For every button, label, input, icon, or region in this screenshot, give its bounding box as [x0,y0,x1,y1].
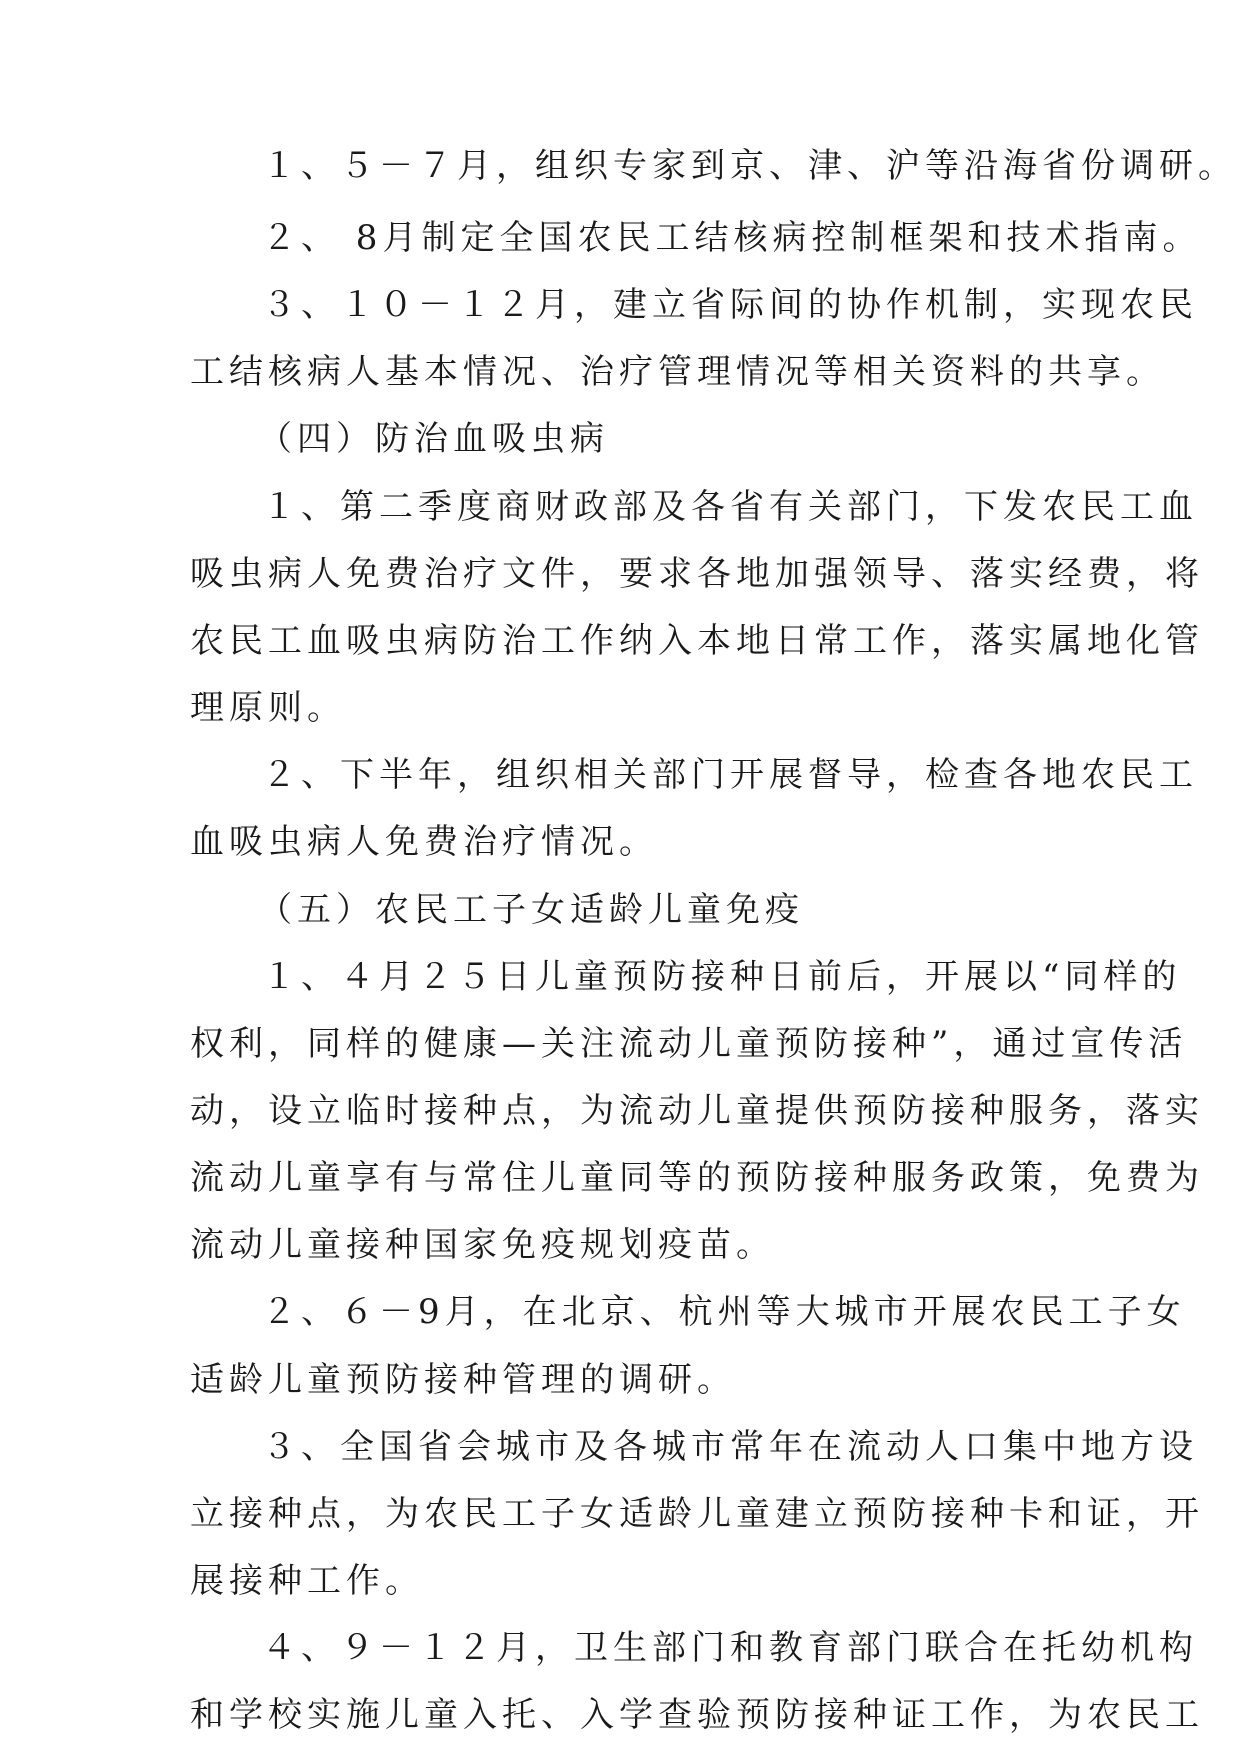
text-line: 血吸虫病人免费治疗情况。 [190,822,658,862]
text-line: 理原则。 [190,688,346,728]
text-line: １、４月２５日儿童预防接种日前后，开展以“同样的 [262,957,1182,997]
text-line: 适龄儿童预防接种管理的调研。 [190,1360,736,1400]
text-line: （四）防治血吸虫病 [258,419,609,459]
text-line: 流动儿童享有与常住儿童同等的预防接种服务政策，免费为 [190,1158,1204,1198]
text-line: 立接种点，为农民工子女适龄儿童建立预防接种卡和证，开 [190,1494,1204,1534]
text-line: 动，设立临时接种点，为流动儿童提供预防接种服务，落实 [190,1091,1204,1131]
text-line: ２、 8月制定全国农民工结核病控制框架和技术指南。 [262,218,1202,258]
text-line: 流动儿童接种国家免疫规划疫苗。 [190,1225,775,1265]
text-line: 农民工血吸虫病防治工作纳入本地日常工作，落实属地化管 [190,621,1204,661]
text-line: １、第二季度商财政部及各省有关部门，下发农民工血 [262,487,1198,527]
text-line: ２、６－9月，在北京、杭州等大城市开展农民工子女 [262,1292,1186,1332]
text-line: 权利，同样的健康—关注流动儿童预防接种”，通过宣传活 [190,1024,1188,1064]
text-line: １、５－７月，组织专家到京、津、沪等沿海省份调研。 [262,146,1237,186]
text-line: 吸虫病人免费治疗文件，要求各地加强领导、落实经费，将 [190,554,1204,594]
text-line: （五）农民工子女适龄儿童免疫 [258,890,804,930]
text-line: ３、全国省会城市及各城市常年在流动人口集中地方设 [262,1427,1198,1467]
text-line: ３、１０－１２月，建立省际间的协作机制，实现农民 [262,285,1198,325]
text-line: ４、９－１２月，卫生部门和教育部门联合在托幼机构 [262,1628,1198,1668]
text-line: 和学校实施儿童入托、入学查验预防接种证工作，为农民工 [190,1695,1204,1735]
text-line: 工结核病人基本情况、治疗管理情况等相关资料的共享。 [190,352,1165,392]
text-line: 展接种工作。 [190,1561,424,1601]
text-line: ２、下半年，组织相关部门开展督导，检查各地农民工 [262,755,1198,795]
